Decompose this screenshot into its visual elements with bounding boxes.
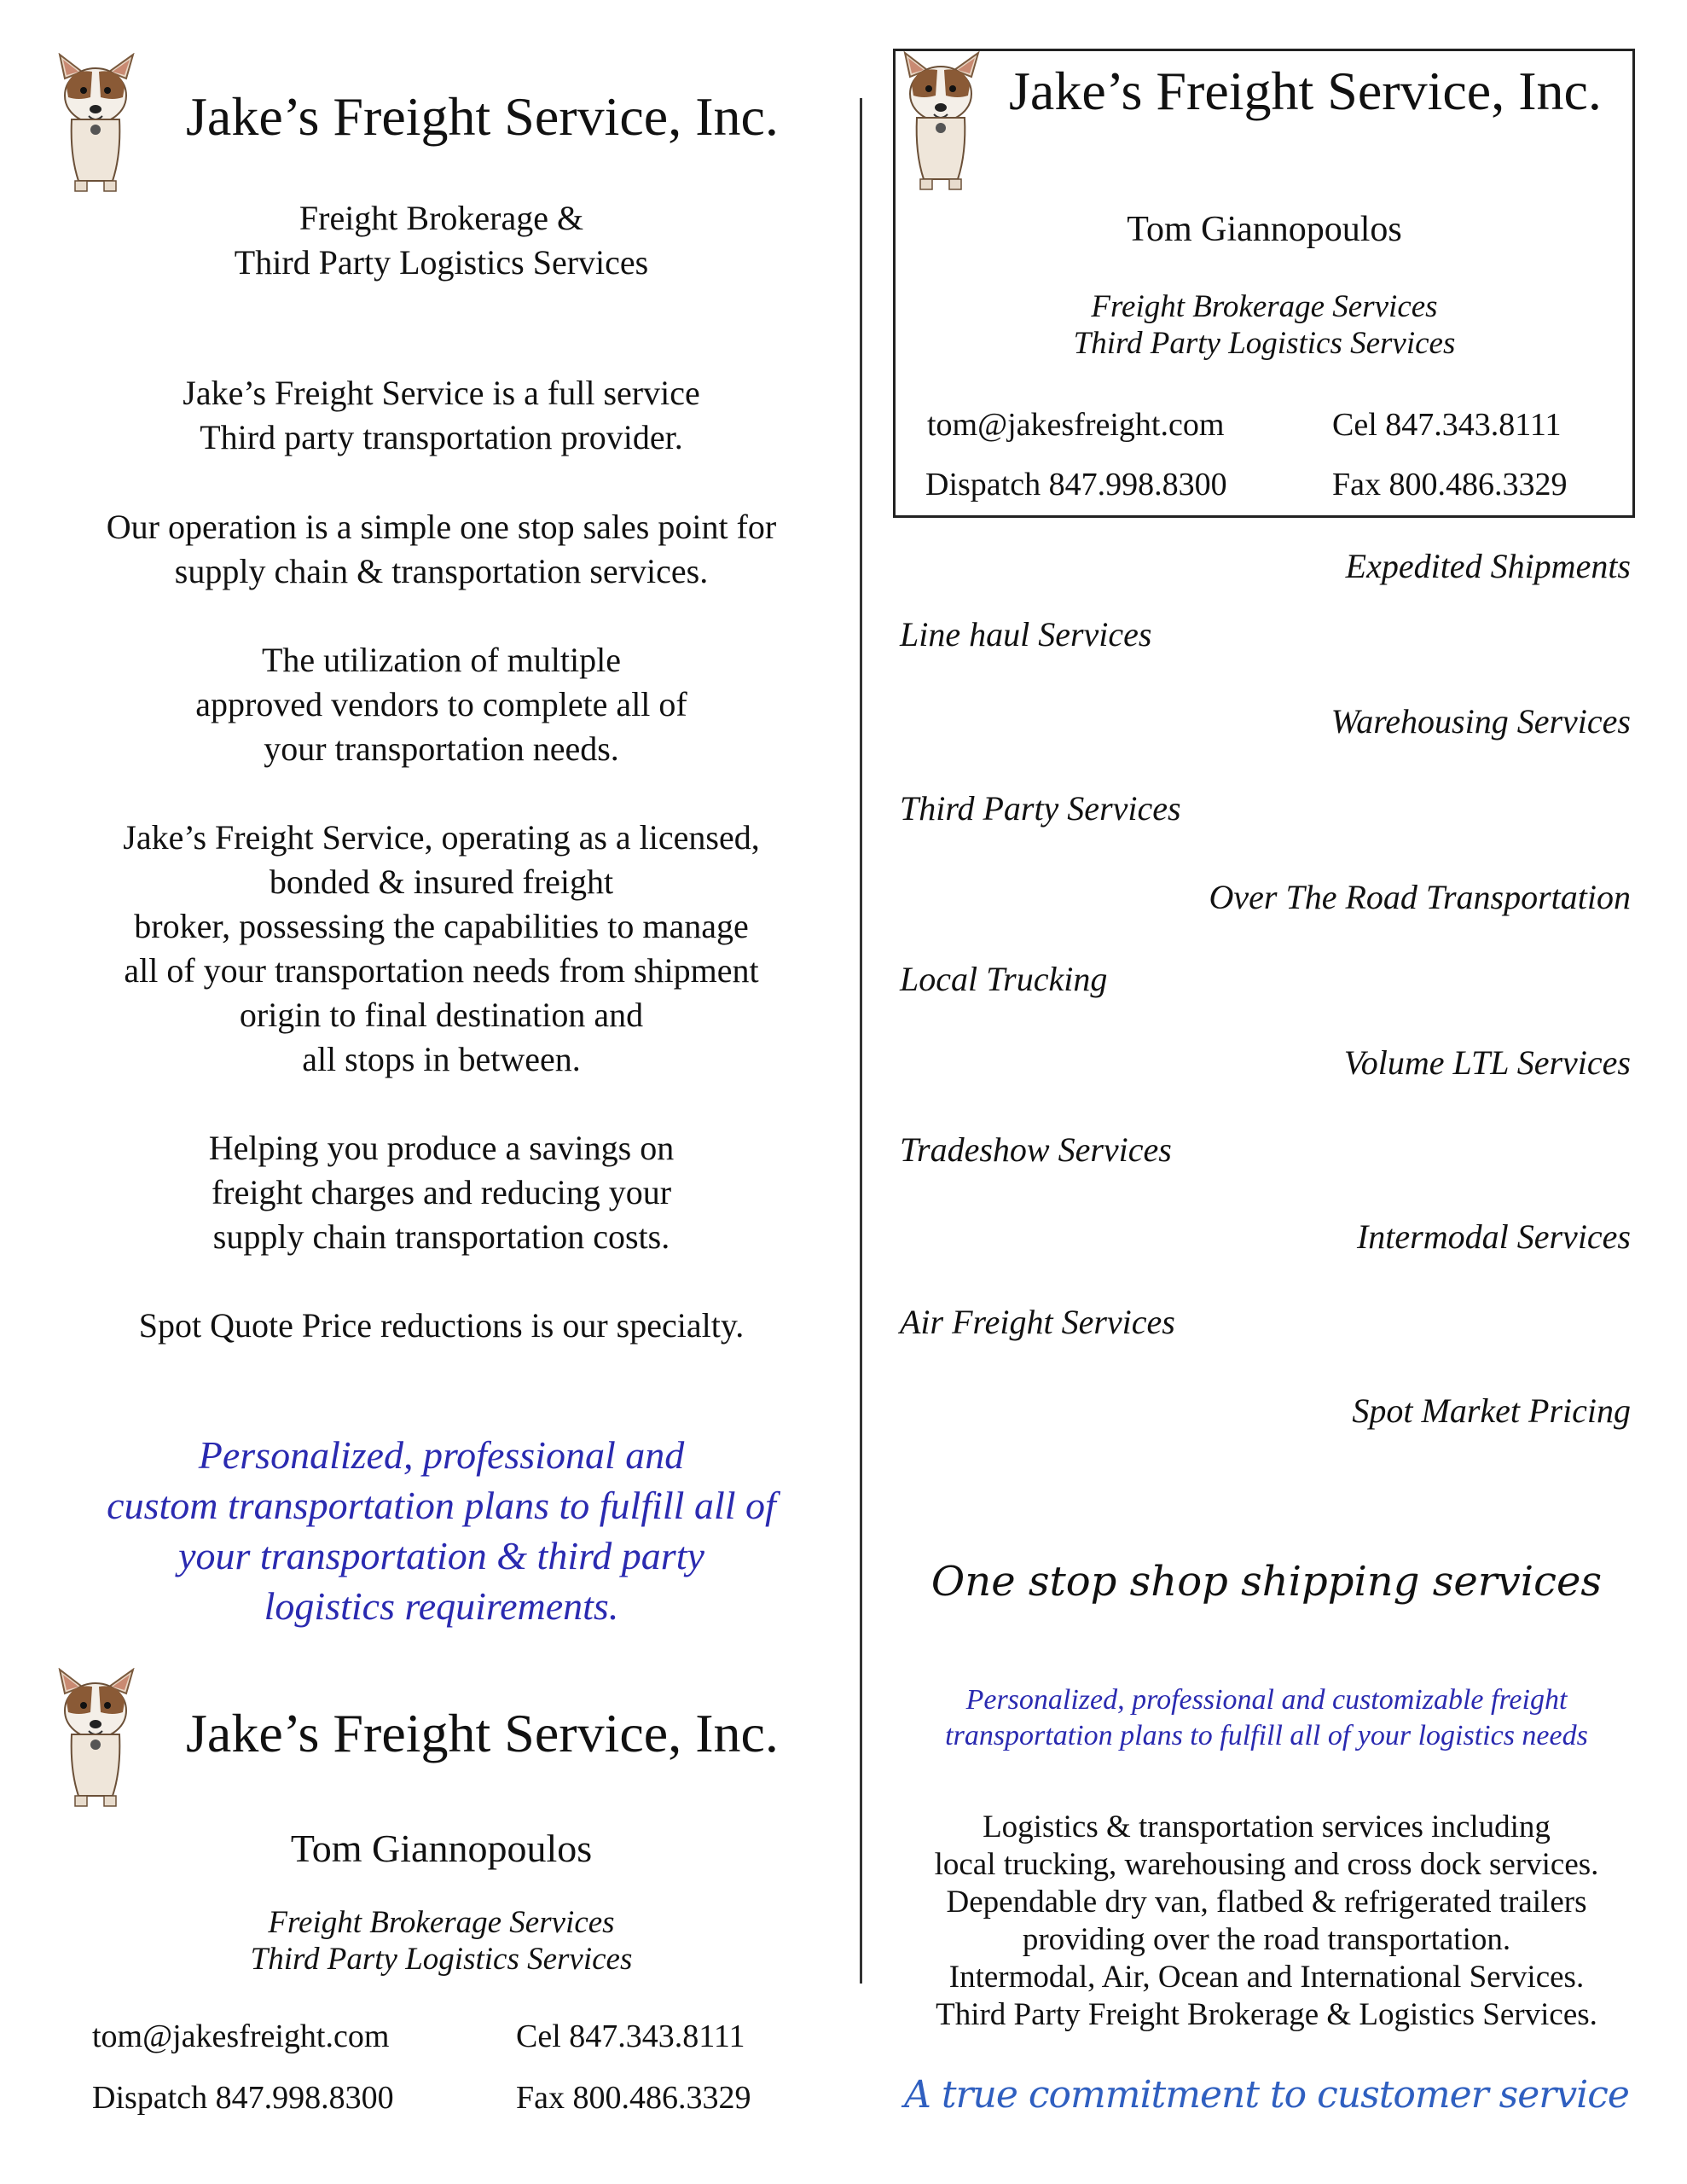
service-volume-ltl: Volume LTL Services <box>1343 1043 1631 1082</box>
statement-line: logistics requirements. <box>264 1584 619 1628</box>
dispatch-top: Dispatch 847.998.8300 <box>925 467 1227 502</box>
one-stop-heading: One stop shop shipping services <box>930 1558 1603 1606</box>
card-service-line: Third Party Logistics Services <box>1073 326 1456 361</box>
savings-paragraph <box>34 1126 849 1259</box>
intro-paragraph <box>34 371 849 460</box>
paragraph-line: Jake’s Freight Service is a full service <box>183 374 700 412</box>
column-divider <box>860 98 862 1984</box>
email-bottom[interactable]: tom@jakesfreight.com <box>92 2018 390 2054</box>
service-third-party: Third Party Services <box>900 789 1181 828</box>
service-intermodal: Intermodal Services <box>1356 1217 1631 1256</box>
vendors-paragraph <box>34 638 849 771</box>
paragraph-line: Jake’s Freight Service, operating as a licensed, <box>123 818 760 857</box>
card-service-line: Third Party Logistics Services <box>250 1942 633 1977</box>
card-services-top <box>896 288 1633 362</box>
service-air-freight: Air Freight Services <box>900 1303 1175 1341</box>
licensed-broker-paragraph <box>34 816 849 1082</box>
service-line-haul: Line haul Services <box>900 615 1152 653</box>
service-over-the-road: Over The Road Transportation <box>1209 878 1631 916</box>
paragraph-line: Third party transportation provider. <box>200 418 683 456</box>
statement-line: Personalized, professional and customizable freight <box>965 1684 1568 1716</box>
dog-logo-icon <box>898 51 983 192</box>
paragraph-line: Our operation is a simple one stop sales point for <box>106 508 777 546</box>
commitment-script: A true commitment to customer service <box>904 2073 1629 2117</box>
statement-line: custom transportation plans to fulfill all of <box>107 1484 776 1527</box>
card-service-line: Freight Brokerage Services <box>1091 289 1438 324</box>
paragraph-line: bonded & insured freight <box>269 863 614 901</box>
summary-line: Intermodal, Air, Ocean and International Services. <box>948 1960 1585 1995</box>
card-services-bottom <box>85 1904 797 1978</box>
service-tradeshow: Tradeshow Services <box>900 1130 1172 1169</box>
service-spot-market: Spot Market Pricing <box>1352 1391 1631 1430</box>
statement-line: your transportation & third party <box>178 1534 704 1577</box>
paragraph-line: freight charges and reducing your <box>211 1173 672 1211</box>
card-name-bottom: Tom Giannopoulos <box>290 1827 593 1870</box>
left-tagline <box>85 196 797 285</box>
statement-line: Personalized, professional and <box>198 1433 685 1477</box>
dog-logo-icon <box>53 53 138 194</box>
cell-top: Cel 847.343.8111 <box>1332 407 1562 443</box>
paragraph-line: your transportation needs. <box>264 729 619 768</box>
summary-line: Logistics & transportation services including <box>983 1809 1551 1844</box>
paragraph-line: Helping you produce a savings on <box>208 1129 675 1167</box>
tagline-line-1: Freight Brokerage & <box>299 199 584 237</box>
cell-bottom: Cel 847.343.8111 <box>516 2018 745 2054</box>
paragraph-line: broker, possessing the capabilities to manage <box>134 907 749 945</box>
service-expedited-shipments: Expedited Shipments <box>1345 547 1631 585</box>
paragraph-line: all of your transportation needs from shipment <box>124 951 759 990</box>
fax-top: Fax 800.486.3329 <box>1332 467 1568 502</box>
company-title-top-right: Jake’s Freight Service, Inc. <box>1009 61 1602 121</box>
right-blue-statement <box>878 1682 1655 1754</box>
paragraph-line: origin to final destination and <box>239 996 644 1034</box>
card-service-line: Freight Brokerage Services <box>268 1905 615 1940</box>
email-top[interactable]: tom@jakesfreight.com <box>927 407 1225 443</box>
service-local-trucking: Local Trucking <box>900 960 1108 998</box>
statement-line: transportation plans to fulfill all of your logistics needs <box>945 1720 1588 1751</box>
summary-line: Third Party Freight Brokerage & Logistics Services. <box>936 1997 1597 2032</box>
fax-bottom: Fax 800.486.3329 <box>516 2080 751 2116</box>
summary-line: Dependable dry van, flatbed & refrigerated trailers <box>946 1885 1587 1920</box>
summary-line: providing over the road transportation. <box>1022 1922 1511 1957</box>
services-summary <box>878 1809 1655 2034</box>
paragraph-line: all stops in between. <box>302 1040 581 1078</box>
dog-logo-icon <box>53 1668 138 1809</box>
paragraph-line: Spot Quote Price reductions is our specialty. <box>138 1306 745 1345</box>
company-title-bottom-left: Jake’s Freight Service, Inc. <box>186 1703 779 1763</box>
paragraph-line: supply chain & transportation services. <box>174 552 709 590</box>
paragraph-line: supply chain transportation costs. <box>212 1217 670 1256</box>
paragraph-line: approved vendors to complete all of <box>195 685 687 723</box>
service-warehousing: Warehousing Services <box>1330 702 1631 741</box>
summary-line: local trucking, warehousing and cross dock services. <box>934 1847 1599 1882</box>
card-name-top: Tom Giannopoulos <box>1127 210 1402 249</box>
tagline-line-2: Third Party Logistics Services <box>234 243 649 282</box>
paragraph-line: The utilization of multiple <box>261 641 621 679</box>
left-blue-statement <box>34 1430 849 1631</box>
company-title-top-left: Jake’s Freight Service, Inc. <box>186 86 779 147</box>
operation-paragraph <box>34 505 849 594</box>
specialty-paragraph <box>34 1304 849 1348</box>
dispatch-bottom: Dispatch 847.998.8300 <box>92 2080 394 2116</box>
